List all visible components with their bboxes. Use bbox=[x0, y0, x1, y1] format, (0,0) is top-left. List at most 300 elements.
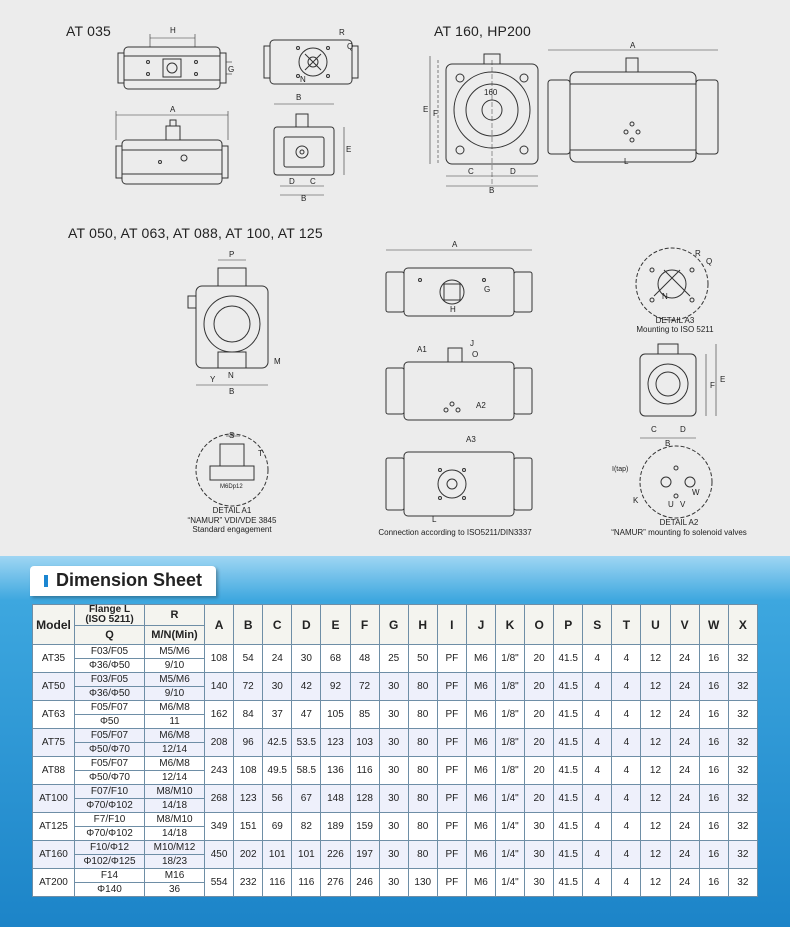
value-cell-o: 20 bbox=[525, 673, 554, 701]
value-cell-i: PF bbox=[437, 757, 466, 785]
value-cell-w: 16 bbox=[699, 645, 728, 673]
title-at035: AT 035 bbox=[66, 23, 112, 39]
at035-top-view bbox=[264, 40, 358, 84]
dim-label-a3: A3 bbox=[466, 435, 476, 444]
dim-label-a2: A2 bbox=[476, 401, 486, 410]
dim-label-f-160: F bbox=[433, 109, 438, 118]
value-cell-k: 1/4" bbox=[495, 869, 524, 897]
value-cell-b: 72 bbox=[234, 673, 263, 701]
table-row bbox=[33, 645, 758, 659]
header-model: Model bbox=[33, 605, 75, 645]
flange-cell: Φ50/Φ70 bbox=[75, 743, 145, 757]
flange-cell: F07/F10 bbox=[75, 785, 145, 799]
dim-label-l-160: L bbox=[624, 157, 629, 166]
value-cell-v: 24 bbox=[670, 785, 699, 813]
dim-label-d: D bbox=[289, 177, 295, 186]
value-cell-d: 101 bbox=[292, 841, 321, 869]
header-col-e: E bbox=[321, 605, 350, 645]
dim-label-c-160: C bbox=[468, 167, 474, 176]
value-cell-k: 1/8" bbox=[495, 729, 524, 757]
value-cell-p: 41.5 bbox=[554, 757, 583, 785]
value-cell-c: 56 bbox=[263, 785, 292, 813]
value-cell-k: 1/4" bbox=[495, 841, 524, 869]
value-cell-t: 4 bbox=[612, 729, 641, 757]
value-cell-h: 130 bbox=[408, 869, 437, 897]
table-row bbox=[33, 673, 758, 687]
value-cell-f: 103 bbox=[350, 729, 379, 757]
value-cell-j: M6 bbox=[466, 757, 495, 785]
dim-label-a-160: A bbox=[630, 41, 636, 50]
flange-cell: Φ140 bbox=[75, 883, 145, 897]
value-cell-v: 24 bbox=[670, 869, 699, 897]
model-cell: AT50 bbox=[33, 673, 75, 701]
value-cell-s: 4 bbox=[583, 785, 612, 813]
value-cell-j: M6 bbox=[466, 673, 495, 701]
value-cell-i: PF bbox=[437, 729, 466, 757]
value-cell-g: 30 bbox=[379, 785, 408, 813]
value-cell-x: 32 bbox=[728, 813, 757, 841]
dim-label-s: S bbox=[229, 431, 235, 440]
value-cell-k: 1/4" bbox=[495, 813, 524, 841]
dim-label-c-right: C bbox=[651, 425, 657, 434]
value-cell-u: 12 bbox=[641, 841, 670, 869]
value-cell-d: 47 bbox=[292, 701, 321, 729]
caption-detail-a1: DETAIL A1 bbox=[212, 506, 252, 515]
model-cell: AT125 bbox=[33, 813, 75, 841]
value-cell-p: 41.5 bbox=[554, 645, 583, 673]
value-cell-a: 243 bbox=[205, 757, 234, 785]
value-cell-t: 4 bbox=[612, 701, 641, 729]
value-cell-a: 268 bbox=[205, 785, 234, 813]
value-cell-j: M6 bbox=[466, 645, 495, 673]
value-cell-p: 41.5 bbox=[554, 841, 583, 869]
value-cell-s: 4 bbox=[583, 869, 612, 897]
value-cell-x: 32 bbox=[728, 785, 757, 813]
dimension-table bbox=[32, 604, 758, 897]
value-cell-k: 1/8" bbox=[495, 757, 524, 785]
r-cell: M16 bbox=[145, 869, 205, 883]
dim-label-q: Q bbox=[347, 42, 354, 51]
value-cell-b: 151 bbox=[234, 813, 263, 841]
value-cell-x: 32 bbox=[728, 757, 757, 785]
r-cell: M5/M6 bbox=[145, 673, 205, 687]
value-cell-s: 4 bbox=[583, 701, 612, 729]
at035-front-view bbox=[118, 34, 235, 89]
value-cell-i: PF bbox=[437, 785, 466, 813]
table-row bbox=[33, 869, 758, 883]
flange-cell: F05/F07 bbox=[75, 701, 145, 715]
value-cell-i: PF bbox=[437, 841, 466, 869]
value-cell-i: PF bbox=[437, 645, 466, 673]
value-cell-a: 140 bbox=[205, 673, 234, 701]
value-cell-u: 12 bbox=[641, 673, 670, 701]
value-cell-v: 24 bbox=[670, 757, 699, 785]
value-cell-c: 49.5 bbox=[263, 757, 292, 785]
value-cell-v: 24 bbox=[670, 841, 699, 869]
value-cell-e: 148 bbox=[321, 785, 350, 813]
dimension-table-body bbox=[33, 645, 758, 897]
value-cell-f: 48 bbox=[350, 645, 379, 673]
value-cell-h: 80 bbox=[408, 673, 437, 701]
r-cell: 36 bbox=[145, 883, 205, 897]
value-cell-v: 24 bbox=[670, 673, 699, 701]
dim-label-n: N bbox=[300, 75, 306, 84]
at035-side-view bbox=[116, 111, 228, 184]
dim-label-h: H bbox=[170, 26, 176, 35]
value-cell-j: M6 bbox=[466, 785, 495, 813]
value-cell-h: 80 bbox=[408, 785, 437, 813]
value-cell-j: M6 bbox=[466, 841, 495, 869]
value-cell-o: 30 bbox=[525, 813, 554, 841]
header-flange bbox=[75, 605, 145, 626]
value-cell-e: 123 bbox=[321, 729, 350, 757]
value-cell-g: 30 bbox=[379, 701, 408, 729]
dim-label-e: E bbox=[346, 145, 352, 154]
r-cell: 11 bbox=[145, 715, 205, 729]
value-cell-d: 82 bbox=[292, 813, 321, 841]
title-at050-group: AT 050, AT 063, AT 088, AT 100, AT 125 bbox=[68, 225, 323, 241]
value-cell-s: 4 bbox=[583, 673, 612, 701]
header-col-w: W bbox=[699, 605, 728, 645]
value-cell-p: 41.5 bbox=[554, 673, 583, 701]
dim-label-g-050: G bbox=[484, 285, 491, 294]
r-cell: 12/14 bbox=[145, 771, 205, 785]
flange-cell: F03/F05 bbox=[75, 645, 145, 659]
value-cell-a: 450 bbox=[205, 841, 234, 869]
value-cell-w: 16 bbox=[699, 841, 728, 869]
flange-cell: Φ102/Φ125 bbox=[75, 855, 145, 869]
model-cell: AT63 bbox=[33, 701, 75, 729]
value-cell-g: 30 bbox=[379, 869, 408, 897]
caption-namur-vdi: “NAMUR” VDI/VDE 3845 bbox=[187, 516, 277, 525]
label-m6dp12: M6Dp12 bbox=[220, 484, 243, 490]
value-cell-f: 246 bbox=[350, 869, 379, 897]
r-cell: M5/M6 bbox=[145, 645, 205, 659]
dimension-sheet-panel bbox=[0, 556, 790, 927]
r-cell: M8/M10 bbox=[145, 813, 205, 827]
value-cell-b: 232 bbox=[234, 869, 263, 897]
dim-label-y: Y bbox=[210, 375, 216, 384]
dim-label-b-050: B bbox=[229, 387, 235, 396]
r-cell: 14/18 bbox=[145, 827, 205, 841]
caption-mounting-iso: Mounting to ISO 5211 bbox=[636, 325, 714, 334]
flange-cell: Φ36/Φ50 bbox=[75, 687, 145, 701]
value-cell-e: 226 bbox=[321, 841, 350, 869]
flange-cell: Φ50/Φ70 bbox=[75, 771, 145, 785]
value-cell-w: 16 bbox=[699, 813, 728, 841]
value-cell-d: 67 bbox=[292, 785, 321, 813]
model-cell: AT88 bbox=[33, 757, 75, 785]
caption-standard-engagement: Standard engagement bbox=[192, 525, 272, 534]
value-cell-t: 4 bbox=[612, 645, 641, 673]
caption-connection: Connection according to ISO5211/DIN3337 bbox=[378, 528, 532, 537]
value-cell-a: 349 bbox=[205, 813, 234, 841]
value-cell-w: 16 bbox=[699, 785, 728, 813]
value-cell-g: 30 bbox=[379, 841, 408, 869]
header-col-s: S bbox=[583, 605, 612, 645]
dim-label-o: O bbox=[472, 350, 479, 359]
value-cell-o: 20 bbox=[525, 785, 554, 813]
dimension-sheet-title: Dimension Sheet bbox=[56, 570, 203, 590]
dim-label-g: G bbox=[228, 65, 235, 74]
header-iso: (ISO 5211) bbox=[85, 614, 134, 625]
at050-end-view bbox=[188, 260, 268, 385]
r-cell: M10/M12 bbox=[145, 841, 205, 855]
dim-label-h-050: H bbox=[450, 305, 456, 314]
value-cell-b: 96 bbox=[234, 729, 263, 757]
value-cell-h: 80 bbox=[408, 701, 437, 729]
flange-cell: F05/F07 bbox=[75, 729, 145, 743]
dim-label-p: P bbox=[229, 250, 235, 259]
dim-label-k: K bbox=[633, 496, 639, 505]
table-row bbox=[33, 729, 758, 743]
flange-cell: Φ70/Φ102 bbox=[75, 799, 145, 813]
value-cell-w: 16 bbox=[699, 729, 728, 757]
value-cell-t: 4 bbox=[612, 673, 641, 701]
value-cell-s: 4 bbox=[583, 813, 612, 841]
value-cell-o: 20 bbox=[525, 701, 554, 729]
value-cell-t: 4 bbox=[612, 841, 641, 869]
value-cell-s: 4 bbox=[583, 729, 612, 757]
r-cell: 9/10 bbox=[145, 659, 205, 673]
flange-cell: Φ36/Φ50 bbox=[75, 659, 145, 673]
value-cell-c: 30 bbox=[263, 673, 292, 701]
dim-label-r: R bbox=[339, 28, 345, 37]
header-col-h: H bbox=[408, 605, 437, 645]
value-cell-u: 12 bbox=[641, 757, 670, 785]
r-cell: 14/18 bbox=[145, 799, 205, 813]
value-cell-j: M6 bbox=[466, 869, 495, 897]
value-cell-e: 92 bbox=[321, 673, 350, 701]
value-cell-e: 136 bbox=[321, 757, 350, 785]
label-160: 160 bbox=[484, 88, 498, 97]
table-row bbox=[33, 701, 758, 715]
model-cell: AT200 bbox=[33, 869, 75, 897]
detail-a1-drawing bbox=[196, 434, 268, 506]
value-cell-d: 42 bbox=[292, 673, 321, 701]
header-col-b: B bbox=[234, 605, 263, 645]
value-cell-p: 41.5 bbox=[554, 729, 583, 757]
value-cell-f: 128 bbox=[350, 785, 379, 813]
r-cell: 18/23 bbox=[145, 855, 205, 869]
value-cell-x: 32 bbox=[728, 645, 757, 673]
value-cell-h: 80 bbox=[408, 813, 437, 841]
value-cell-u: 12 bbox=[641, 813, 670, 841]
header-flange-l: Flange L bbox=[88, 604, 131, 615]
value-cell-s: 4 bbox=[583, 841, 612, 869]
value-cell-o: 30 bbox=[525, 869, 554, 897]
value-cell-c: 116 bbox=[263, 869, 292, 897]
value-cell-c: 24 bbox=[263, 645, 292, 673]
header-col-a: A bbox=[205, 605, 234, 645]
value-cell-o: 20 bbox=[525, 757, 554, 785]
value-cell-u: 12 bbox=[641, 729, 670, 757]
value-cell-e: 68 bbox=[321, 645, 350, 673]
at050-right-end-view bbox=[640, 344, 716, 438]
table-row bbox=[33, 757, 758, 771]
dimension-sheet-tab bbox=[30, 566, 216, 596]
header-r: R bbox=[145, 605, 205, 626]
value-cell-g: 30 bbox=[379, 757, 408, 785]
value-cell-o: 30 bbox=[525, 841, 554, 869]
at160-end-view bbox=[430, 54, 538, 186]
value-cell-p: 41.5 bbox=[554, 785, 583, 813]
value-cell-j: M6 bbox=[466, 813, 495, 841]
dim-label-j: J bbox=[470, 339, 474, 348]
model-cell: AT160 bbox=[33, 841, 75, 869]
header-col-v: V bbox=[670, 605, 699, 645]
at035-end-view bbox=[274, 104, 344, 195]
dim-label-b: B bbox=[296, 93, 302, 102]
value-cell-v: 24 bbox=[670, 645, 699, 673]
value-cell-j: M6 bbox=[466, 729, 495, 757]
dim-label-e-160: E bbox=[423, 105, 429, 114]
value-cell-v: 24 bbox=[670, 813, 699, 841]
r-cell: M8/M10 bbox=[145, 785, 205, 799]
value-cell-t: 4 bbox=[612, 869, 641, 897]
dim-label-a1: A1 bbox=[417, 345, 427, 354]
header-col-x: X bbox=[728, 605, 757, 645]
dim-label-c: C bbox=[310, 177, 316, 186]
value-cell-f: 197 bbox=[350, 841, 379, 869]
flange-cell: F14 bbox=[75, 869, 145, 883]
flange-cell: F05/F07 bbox=[75, 757, 145, 771]
value-cell-v: 24 bbox=[670, 701, 699, 729]
dim-label-b-160: B bbox=[489, 186, 495, 195]
value-cell-u: 12 bbox=[641, 785, 670, 813]
header-col-g: G bbox=[379, 605, 408, 645]
dim-label-f-right: F bbox=[710, 381, 715, 390]
value-cell-h: 50 bbox=[408, 645, 437, 673]
title-at160: AT 160, HP200 bbox=[434, 23, 532, 39]
value-cell-t: 4 bbox=[612, 813, 641, 841]
caption-detail-a2: DETAIL A2 bbox=[659, 518, 699, 527]
value-cell-h: 80 bbox=[408, 729, 437, 757]
value-cell-v: 24 bbox=[670, 729, 699, 757]
value-cell-g: 30 bbox=[379, 673, 408, 701]
value-cell-x: 32 bbox=[728, 673, 757, 701]
value-cell-k: 1/8" bbox=[495, 701, 524, 729]
value-cell-d: 116 bbox=[292, 869, 321, 897]
table-row bbox=[33, 813, 758, 827]
header-col-d: D bbox=[292, 605, 321, 645]
flange-cell: Φ70/Φ102 bbox=[75, 827, 145, 841]
model-cell: AT35 bbox=[33, 645, 75, 673]
value-cell-a: 208 bbox=[205, 729, 234, 757]
value-cell-h: 80 bbox=[408, 841, 437, 869]
dim-label-n-a3: N bbox=[662, 292, 668, 301]
value-cell-h: 80 bbox=[408, 757, 437, 785]
r-cell: 12/14 bbox=[145, 743, 205, 757]
value-cell-d: 30 bbox=[292, 645, 321, 673]
label-i-tap: I(tap) bbox=[612, 466, 629, 473]
tab-marker-bar bbox=[44, 575, 48, 587]
value-cell-f: 116 bbox=[350, 757, 379, 785]
value-cell-b: 123 bbox=[234, 785, 263, 813]
header-q: Q bbox=[75, 626, 145, 645]
value-cell-f: 72 bbox=[350, 673, 379, 701]
flange-cell: Φ50 bbox=[75, 715, 145, 729]
dim-label-r-a3: R bbox=[695, 249, 701, 258]
value-cell-s: 4 bbox=[583, 645, 612, 673]
value-cell-a: 162 bbox=[205, 701, 234, 729]
dim-label-b2: B bbox=[301, 194, 307, 203]
value-cell-f: 85 bbox=[350, 701, 379, 729]
value-cell-o: 20 bbox=[525, 729, 554, 757]
value-cell-o: 20 bbox=[525, 645, 554, 673]
header-col-j: J bbox=[466, 605, 495, 645]
dim-label-d-right: D bbox=[680, 425, 686, 434]
flange-cell: F10/Φ12 bbox=[75, 841, 145, 855]
at050-side-view bbox=[386, 348, 532, 420]
at160-side-view bbox=[548, 50, 718, 162]
header-col-t: T bbox=[612, 605, 641, 645]
r-cell: M6/M8 bbox=[145, 701, 205, 715]
header-col-f: F bbox=[350, 605, 379, 645]
value-cell-w: 16 bbox=[699, 869, 728, 897]
model-cell: AT100 bbox=[33, 785, 75, 813]
value-cell-e: 276 bbox=[321, 869, 350, 897]
value-cell-b: 54 bbox=[234, 645, 263, 673]
dim-label-l-050: L bbox=[432, 515, 437, 524]
value-cell-g: 30 bbox=[379, 813, 408, 841]
value-cell-k: 1/8" bbox=[495, 673, 524, 701]
value-cell-i: PF bbox=[437, 813, 466, 841]
value-cell-f: 159 bbox=[350, 813, 379, 841]
at050-top-view bbox=[386, 250, 532, 316]
flange-cell: F7/F10 bbox=[75, 813, 145, 827]
value-cell-g: 30 bbox=[379, 729, 408, 757]
detail-a2-drawing bbox=[640, 446, 712, 518]
flange-cell: F03/F05 bbox=[75, 673, 145, 687]
value-cell-d: 58.5 bbox=[292, 757, 321, 785]
detail-a3-drawing bbox=[636, 248, 708, 320]
value-cell-e: 105 bbox=[321, 701, 350, 729]
value-cell-w: 16 bbox=[699, 757, 728, 785]
value-cell-a: 554 bbox=[205, 869, 234, 897]
dim-label-m: M bbox=[274, 357, 281, 366]
dim-label-a: A bbox=[170, 105, 176, 114]
value-cell-a: 108 bbox=[205, 645, 234, 673]
value-cell-x: 32 bbox=[728, 841, 757, 869]
value-cell-u: 12 bbox=[641, 645, 670, 673]
value-cell-w: 16 bbox=[699, 701, 728, 729]
header-col-p: P bbox=[554, 605, 583, 645]
value-cell-e: 189 bbox=[321, 813, 350, 841]
header-col-u: U bbox=[641, 605, 670, 645]
value-cell-p: 41.5 bbox=[554, 869, 583, 897]
dim-label-u: U bbox=[668, 500, 674, 509]
value-cell-i: PF bbox=[437, 869, 466, 897]
r-cell: 9/10 bbox=[145, 687, 205, 701]
value-cell-g: 25 bbox=[379, 645, 408, 673]
model-cell: AT75 bbox=[33, 729, 75, 757]
value-cell-k: 1/8" bbox=[495, 645, 524, 673]
value-cell-b: 108 bbox=[234, 757, 263, 785]
caption-namur-solenoid: “NAMUR” mounting fo solenoid valves bbox=[611, 528, 747, 537]
header-col-o: O bbox=[525, 605, 554, 645]
value-cell-t: 4 bbox=[612, 785, 641, 813]
dim-label-t: T bbox=[258, 449, 263, 458]
value-cell-b: 84 bbox=[234, 701, 263, 729]
header-col-c: C bbox=[263, 605, 292, 645]
value-cell-p: 41.5 bbox=[554, 701, 583, 729]
header-col-i: I bbox=[437, 605, 466, 645]
value-cell-i: PF bbox=[437, 701, 466, 729]
value-cell-b: 202 bbox=[234, 841, 263, 869]
dim-label-a-050: A bbox=[452, 240, 458, 249]
header-col-k: K bbox=[495, 605, 524, 645]
